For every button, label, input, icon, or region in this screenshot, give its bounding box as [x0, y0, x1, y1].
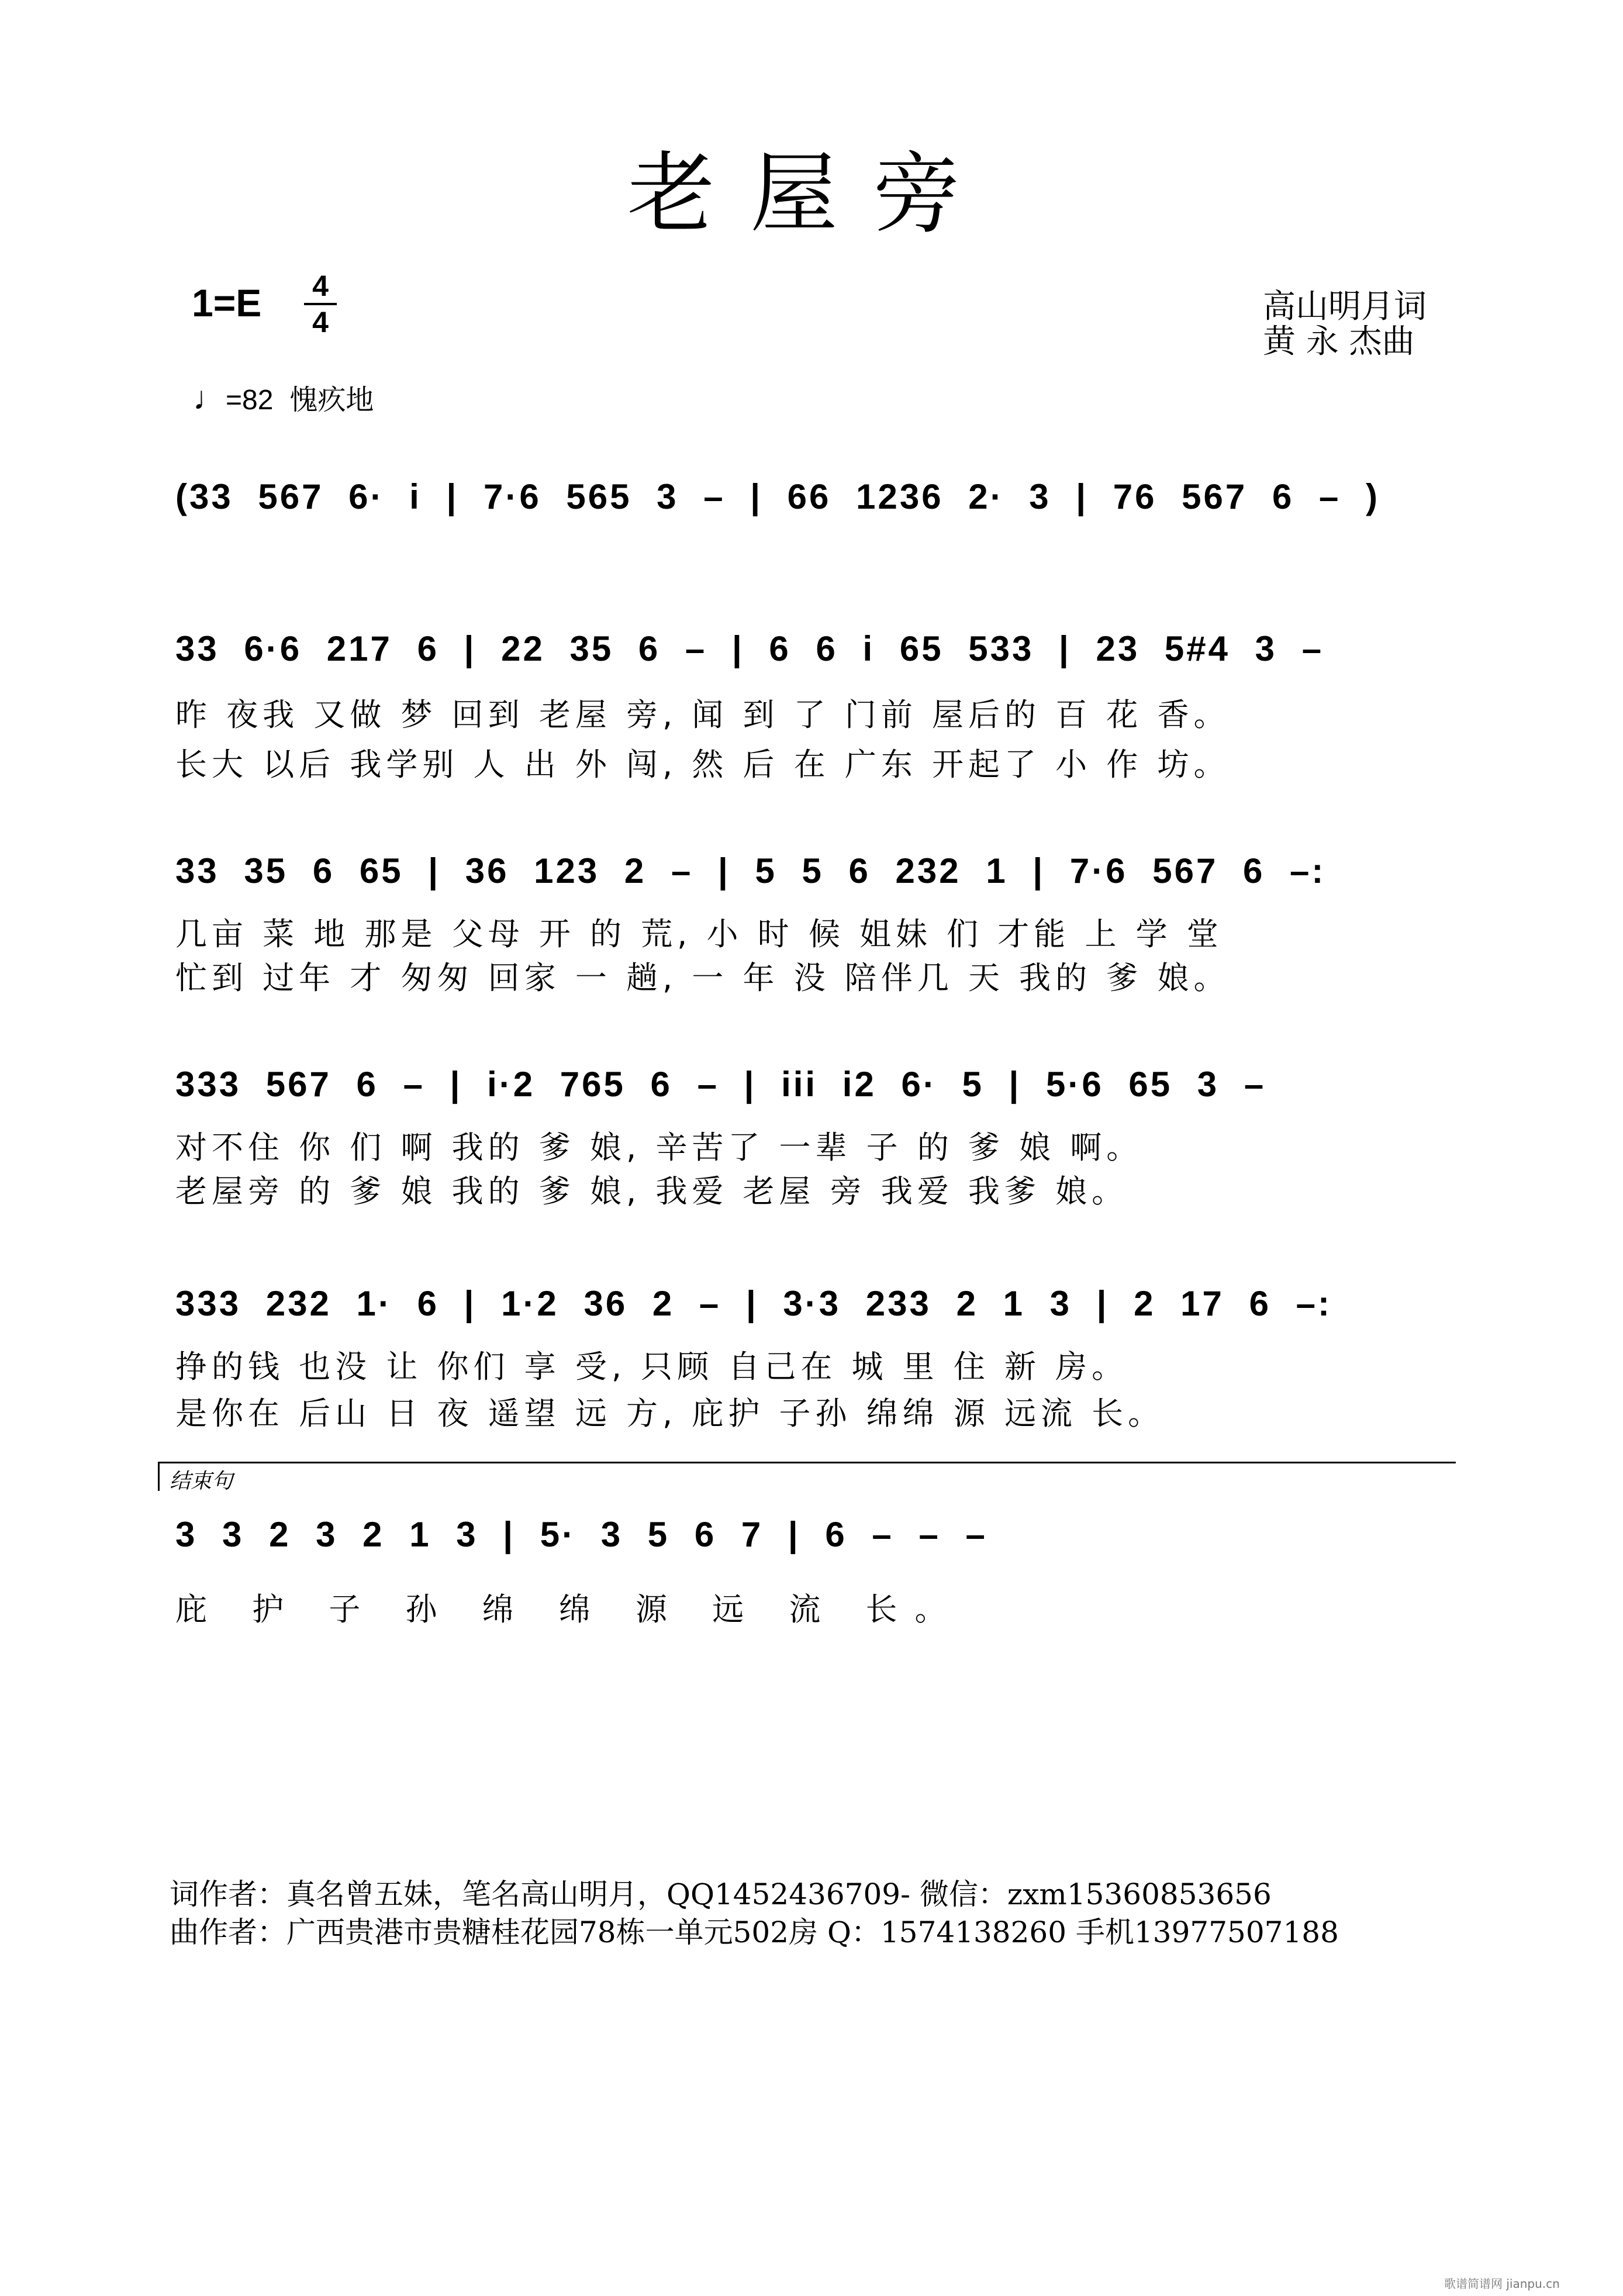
lyric-row-2-verse-2: 忙到 过年 才 匆匆 回家 一 趟, 一 年 没 陪伴几 天 我的 爹 娘。 — [175, 959, 1230, 996]
lyric-row-ending: 庇 护 子 孙 绵 绵 源 远 流 长。 — [175, 1591, 964, 1628]
ending-bracket — [158, 1462, 1456, 1463]
score-row-3: 333 567 6 – | i·2 765 6 – | iii i2 6· 5 | 5·6 65 3 – — [175, 1065, 1266, 1104]
score-row-ending: 3 3 2 3 2 1 3 | 5· 3 5 6 7 | 6 – – – — [175, 1515, 987, 1554]
lyricist-credit: 高山明月词 — [1263, 288, 1427, 326]
key-signature: 1=E — [192, 281, 262, 324]
ending-label: 结束句 — [170, 1469, 233, 1493]
composer-credit: 黄 永 杰曲 — [1263, 323, 1415, 361]
time-signature — [304, 270, 337, 338]
tempo-mood: 愧疚地 — [289, 384, 374, 416]
song-title: 老屋旁 — [627, 143, 996, 245]
lyric-row-1-verse-1: 昨 夜我 又做 梦 回到 老屋 旁, 闻 到 了 门前 屋后的 百 花 香。 — [175, 696, 1230, 733]
tempo-value: =82 — [226, 385, 274, 416]
composer-contact: 曲作者：广西贵港市贵糖桂花园78栋一单元502房 Q：1574138260 手机13977507188 — [170, 1915, 1339, 1949]
quarter-note-icon: ♩ — [193, 379, 226, 416]
score-row-1: 33 6·6 217 6 | 22 35 6 – | 6 6 i 65 533 | 23 5#4 3 – — [175, 629, 1324, 668]
lyric-row-3-verse-1: 对不住 你 们 啊 我的 爹 娘, 辛苦了 一辈 子 的 爹 娘 啊。 — [175, 1129, 1143, 1166]
lyric-row-2-verse-1: 几亩 菜 地 那是 父母 开 的 荒, 小 时 候 姐妹 们 才能 上 学 堂 — [175, 916, 1223, 952]
lyric-row-3-verse-2: 老屋旁 的 爹 娘 我的 爹 娘, 我爱 老屋 旁 我爱 我爹 娘。 — [175, 1173, 1128, 1210]
lyricist-contact: 词作者：真名曾五妹，笔名高山明月，QQ1452436709- 微信：zxm15360853656 — [170, 1877, 1272, 1911]
meter-bottom: 4 — [312, 306, 329, 339]
score-row-4: 333 232 1· 6 | 1·2 36 2 – | 3·3 233 2 1 3 | 2 17 6 –: — [175, 1284, 1332, 1323]
lyric-row-4-verse-2: 是你在 后山 日 夜 遥望 远 方, 庇护 子孙 绵绵 源 远流 长。 — [175, 1395, 1165, 1432]
score-row-2: 33 35 6 65 | 36 123 2 – | 5 5 6 232 1 | 7·6 567 6 –: — [175, 851, 1326, 890]
ending-bracket-tick — [158, 1462, 160, 1491]
lyric-row-4-verse-1: 挣的钱 也没 让 你们 享 受, 只顾 自己在 城 里 住 新 房。 — [175, 1348, 1128, 1385]
score-row-intro: (33 567 6· i | 7·6 565 3 – | 66 1236 2· 3 | 76 567 6 – ) — [175, 477, 1380, 516]
meter-top: 4 — [312, 270, 329, 302]
lyric-row-1-verse-2: 长大 以后 我学别 人 出 外 闯, 然 后 在 广东 开起了 小 作 坊。 — [175, 746, 1230, 783]
watermark: 歌谱简谱网 jianpu.cn — [1444, 2277, 1560, 2291]
tempo-marking — [193, 377, 374, 417]
